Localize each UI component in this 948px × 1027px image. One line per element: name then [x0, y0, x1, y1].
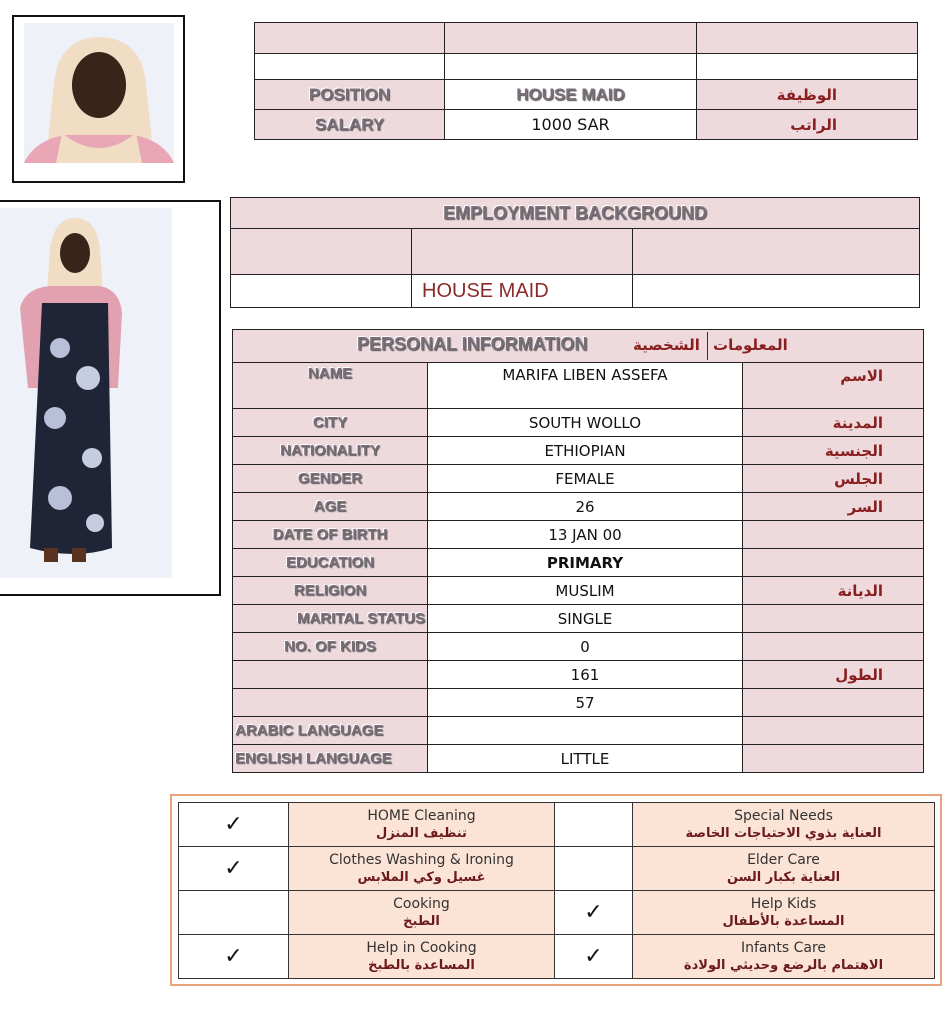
skill-en: Special Needs [734, 807, 833, 824]
skill-en: Elder Care [747, 851, 820, 868]
name-label: NAME [233, 363, 428, 409]
height-label-ar: الطول [743, 661, 924, 689]
marital-status-label-ar [743, 605, 924, 633]
blank-cell [633, 275, 920, 308]
skill-cooking [289, 891, 555, 935]
skill-en: Help Kids [750, 895, 817, 912]
salary-value: 1000 SAR [445, 110, 697, 140]
date-of-birth-label-ar [743, 521, 924, 549]
weight-value: 57 [428, 689, 743, 717]
personal-information-title-ar-2: الشخصية [633, 336, 700, 354]
gender-value: FEMALE [428, 465, 743, 493]
skill-infants-care [633, 935, 935, 979]
skill-ar: الطبخ [403, 913, 440, 929]
nationality-label-ar: الجنسية [743, 437, 924, 465]
marital-status-label: MARITAL STATUS [233, 605, 428, 633]
blank-cell [255, 23, 445, 54]
city-label: CITY [233, 409, 428, 437]
skill-ar: تنظيف المنزل [376, 825, 467, 841]
english-language-label-ar [743, 745, 924, 773]
religion-label-ar: الديانة [743, 577, 924, 605]
skill-check-home-cleaning: ✓ [179, 803, 289, 847]
skill-en: Cooking [393, 895, 450, 912]
employment-background-table [230, 197, 920, 308]
skill-check-help-kids: ✓ [555, 891, 633, 935]
full-body-illustration [0, 208, 172, 578]
blank-cell [231, 275, 412, 308]
blank-cell [697, 54, 918, 80]
date-of-birth-label: DATE OF BIRTH [233, 521, 428, 549]
age-label-ar: السر [743, 493, 924, 521]
education-value: PRIMARY [428, 549, 743, 577]
position-salary-table [254, 22, 918, 140]
city-label-ar: المدينة [743, 409, 924, 437]
blank-cell [697, 23, 918, 54]
arabic-language-label-ar [743, 717, 924, 745]
skill-clothes-washing [289, 847, 555, 891]
skill-check-infants-care: ✓ [555, 935, 633, 979]
arabic-language-value [428, 717, 743, 745]
education-label-ar [743, 549, 924, 577]
employment-background-title: EMPLOYMENT BACKGROUND [231, 198, 920, 229]
height-value: 161 [428, 661, 743, 689]
employment-position-value: HOUSE MAID [412, 275, 633, 308]
weight-label [233, 689, 428, 717]
date-of-birth-value: 13 JAN 00 [428, 521, 743, 549]
weight-label-ar [743, 689, 924, 717]
education-label: EDUCATION [233, 549, 428, 577]
position-value: HOUSE MAID [445, 80, 697, 110]
full-body-photo [0, 208, 172, 578]
header-divider [707, 332, 708, 360]
portrait-photo [24, 23, 174, 163]
skill-ar: الاهتمام بالرضع وحديثي الولادة [683, 957, 884, 973]
skill-special-needs [633, 803, 935, 847]
skill-check-cooking [179, 891, 289, 935]
skill-en: Help in Cooking [366, 939, 477, 956]
salary-label-ar: الراتب [697, 110, 918, 140]
skills-table [178, 802, 935, 979]
skill-ar: العناية بكبار السن [726, 869, 841, 885]
nationality-value: ETHIOPIAN [428, 437, 743, 465]
position-label: POSITION [255, 80, 445, 110]
skill-home-cleaning [289, 803, 555, 847]
nationality-label: NATIONALITY [233, 437, 428, 465]
skill-check-special-needs [555, 803, 633, 847]
skill-help-in-cooking [289, 935, 555, 979]
name-value: MARIFA LIBEN ASSEFA [428, 363, 743, 409]
name-label-ar: الاسم [743, 363, 924, 409]
skill-check-help-in-cooking: ✓ [179, 935, 289, 979]
position-label-ar: الوظيفة [697, 80, 918, 110]
blank-cell [231, 229, 412, 275]
no-of-kids-value: 0 [428, 633, 743, 661]
portrait-illustration [24, 23, 174, 163]
blank-cell [445, 23, 697, 54]
skill-check-clothes-washing: ✓ [179, 847, 289, 891]
gender-label-ar: الجلس [743, 465, 924, 493]
skill-ar: المساعدة بالأطفال [722, 913, 845, 929]
skill-ar: العناية بذوي الاحتياجات الخاصة [685, 825, 882, 841]
skill-ar: غسيل وكي الملابس [357, 869, 486, 885]
blank-cell [255, 54, 445, 80]
skill-en: Infants Care [740, 939, 827, 956]
portrait-photo-frame [12, 15, 185, 183]
age-label: AGE [233, 493, 428, 521]
blank-cell [412, 229, 633, 275]
no-of-kids-label-ar [743, 633, 924, 661]
english-language-label: ENGLISH LANGUAGE [233, 745, 428, 773]
no-of-kids-label: NO. OF KIDS [233, 633, 428, 661]
height-label [233, 661, 428, 689]
skill-ar: المساعدة بالطبخ [368, 957, 475, 973]
age-value: 26 [428, 493, 743, 521]
religion-label: RELIGION [233, 577, 428, 605]
skills-frame [170, 794, 942, 986]
skill-en: Clothes Washing & Ironing [329, 851, 514, 868]
arabic-language-label: ARABIC LANGUAGE [233, 717, 428, 745]
blank-cell [633, 229, 920, 275]
skill-elder-care [633, 847, 935, 891]
blank-cell [445, 54, 697, 80]
skill-help-kids [633, 891, 935, 935]
personal-information-header [233, 330, 924, 363]
skill-en: HOME Cleaning [367, 807, 476, 824]
salary-label: SALARY [255, 110, 445, 140]
english-language-value: LITTLE [428, 745, 743, 773]
personal-information-table [232, 329, 924, 773]
religion-value: MUSLIM [428, 577, 743, 605]
marital-status-value: SINGLE [428, 605, 743, 633]
personal-information-title: PERSONAL INFORMATION [357, 334, 588, 354]
personal-information-title-ar-1: المعلومات [713, 336, 788, 354]
gender-label: GENDER [233, 465, 428, 493]
full-body-photo-frame [0, 200, 221, 596]
skill-check-elder-care [555, 847, 633, 891]
city-value: SOUTH WOLLO [428, 409, 743, 437]
